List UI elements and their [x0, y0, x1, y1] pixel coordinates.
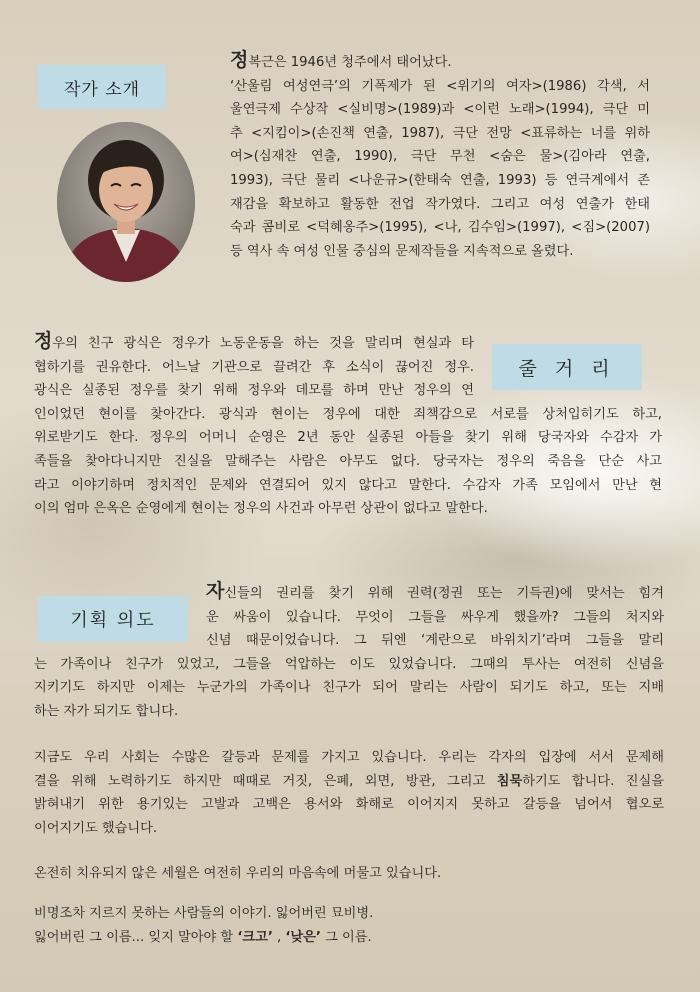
bio-line: 여>(심재찬 연출, 1990), 극단 무천 <숨은 물>(김아라 연출,: [230, 149, 650, 165]
author-photo: [57, 122, 195, 282]
emphasis-word: 침묵: [496, 773, 523, 789]
intent-line: 잃어버린 그 이름... 잊지 말아야 할: [34, 929, 238, 945]
plot-line: 라고 이야기하며 정치적인 문제와 연결되어 있지 않다고 말한다. 수감자 가족 모임에서 만난 현: [34, 477, 662, 493]
intent-line: 그 이름.: [320, 929, 372, 945]
plot-synopsis: [34, 330, 662, 521]
intent-paragraph-4: [34, 902, 664, 949]
bio-dropcap: 정: [230, 49, 249, 71]
plot-dropcap: 정: [34, 330, 53, 352]
intent-line: 결을 위해 노력하기도 하지만 때때로 거짓, 은폐, 외면, 방관, 그리고: [34, 773, 497, 789]
intent-line: 는 가족이나 친구가 있었고, 그들을 억압하는 이도 있었습니다. 그때의 투사는 여전히 신념을: [34, 656, 664, 672]
bio-line: 추 <지킴이>(손진책 연출, 1987), 극단 전망 <표류하는 너를 위하: [230, 125, 650, 141]
author-bio: [230, 49, 650, 263]
author-intro-label-text: 작가 소개: [63, 79, 141, 100]
plot-line: 인이었던 현이를 찾아간다. 광식과 현이는 정우에 대한 죄책감으로 서로를 상처입히기도 하고,: [34, 406, 662, 422]
intent-line: 운 싸움이 있습니다. 무엇이 그들을 싸우게 했을까? 그들의 처지와: [206, 609, 664, 625]
plot-line: 족들을 찾아다니지만 진실을 말해주는 사람은 아무도 없다. 당국자는 정우의 죽음을 단순 사고: [34, 453, 662, 469]
author-intro-label: [38, 65, 166, 109]
intent-paragraph-3: [34, 862, 664, 886]
intent-line: 온전히 치유되지 않은 세월은 여전히 우리의 마음속에 머물고 있습니다.: [34, 866, 442, 881]
plot-line: 이의 엄마 은옥은 순영에게 현이는 정우의 사건과 아무런 상관이 없다고 말한다.: [34, 501, 488, 517]
emphasis-word: ‘낮은’: [285, 929, 321, 945]
bio-line: 울연극제 수상작 <실비명>(1989)과 <이런 노래>(1994), 극단 미: [230, 102, 650, 118]
plot-line: 협하기를 권유한다. 어느날 기관으로 끌려간 후 소식이 끊어진 정우.: [34, 359, 474, 375]
intent-label-text: 기획 의도: [70, 610, 156, 631]
intent-line: 신념 때문이었습니다. 그 뒤엔 ‘계란으로 바위치기’라며 그들을 말리: [206, 633, 664, 649]
intent-line: 비명조차 지르지 못하는 사람들의 이야기. 잃어버린 묘비병.: [34, 906, 374, 921]
bio-line: 등 역사 속 여성 인물 중심의 문제작들을 지속적으로 올렸다.: [230, 243, 574, 259]
plot-line: 우의 친구 광식은 정우가 노동운동을 하는 것을 말리며 현실과 타: [52, 336, 474, 351]
bio-line: 재감을 확보하고 활동한 전업 작가였다. 그리고 여성 연출가 한태: [230, 196, 650, 212]
plot-label-text: 줄 거 리: [518, 357, 616, 380]
intent-line: 이어지기도 했습니다.: [34, 820, 158, 836]
plot-line: 위로받기도 한다. 정우의 어머니 순영은 2년 동안 실종된 아들을 찾기 위해 당국자와 수감자 가: [34, 430, 662, 446]
bio-line: ‘산울림 여성연극’의 기폭제가 된 <위기의 여자>(1986) 각색, 서: [230, 78, 650, 94]
intent-line: 지키기도 하지만 이제는 누군가의 가족이나 친구가 되어 말리는 사람이 되기도 하고, 또는 지배: [34, 680, 664, 696]
intent-line: 하기도 합니다. 진실을: [522, 773, 664, 789]
intent-line: 밝혀내기 위한 용기있는 고발과 고백은 용서와 화해로 이어지지 못하고 갈등을 넘어서 협오로: [34, 797, 664, 813]
intent-dropcap: 자: [206, 580, 225, 602]
intent-line: ,: [272, 929, 286, 945]
bio-line: 복근은 1946년 청주에서 태어났다.: [248, 55, 452, 70]
intent-line: 하는 자가 되기도 합니다.: [34, 703, 179, 719]
bio-line: 숙과 콤비로 <덕혜옹주>(1995), <나, 김수임>(1997), <짐>(2007): [230, 220, 650, 236]
intent-line: 지금도 우리 사회는 수많은 갈등과 문제를 가지고 있습니다. 우리는 각자의 입장에 서서 문제해: [34, 750, 664, 765]
intent-line: 신들의 권리를 찾기 위해 권력(정권 또는 기득권)에 맞서는 힘겨: [224, 586, 664, 601]
emphasis-word: ‘크고’: [237, 929, 273, 945]
intent-paragraph-2: [34, 746, 664, 840]
plot-line: 광식은 실종된 정우를 찾기 위해 정우와 데모를 하며 만난 정우의 연: [34, 383, 474, 399]
bio-line: 1993), 극단 물리 <나운규>(한태숙 연출, 1993) 등 연극계에서 존: [230, 172, 650, 188]
intent-paragraph-1: [34, 580, 664, 724]
